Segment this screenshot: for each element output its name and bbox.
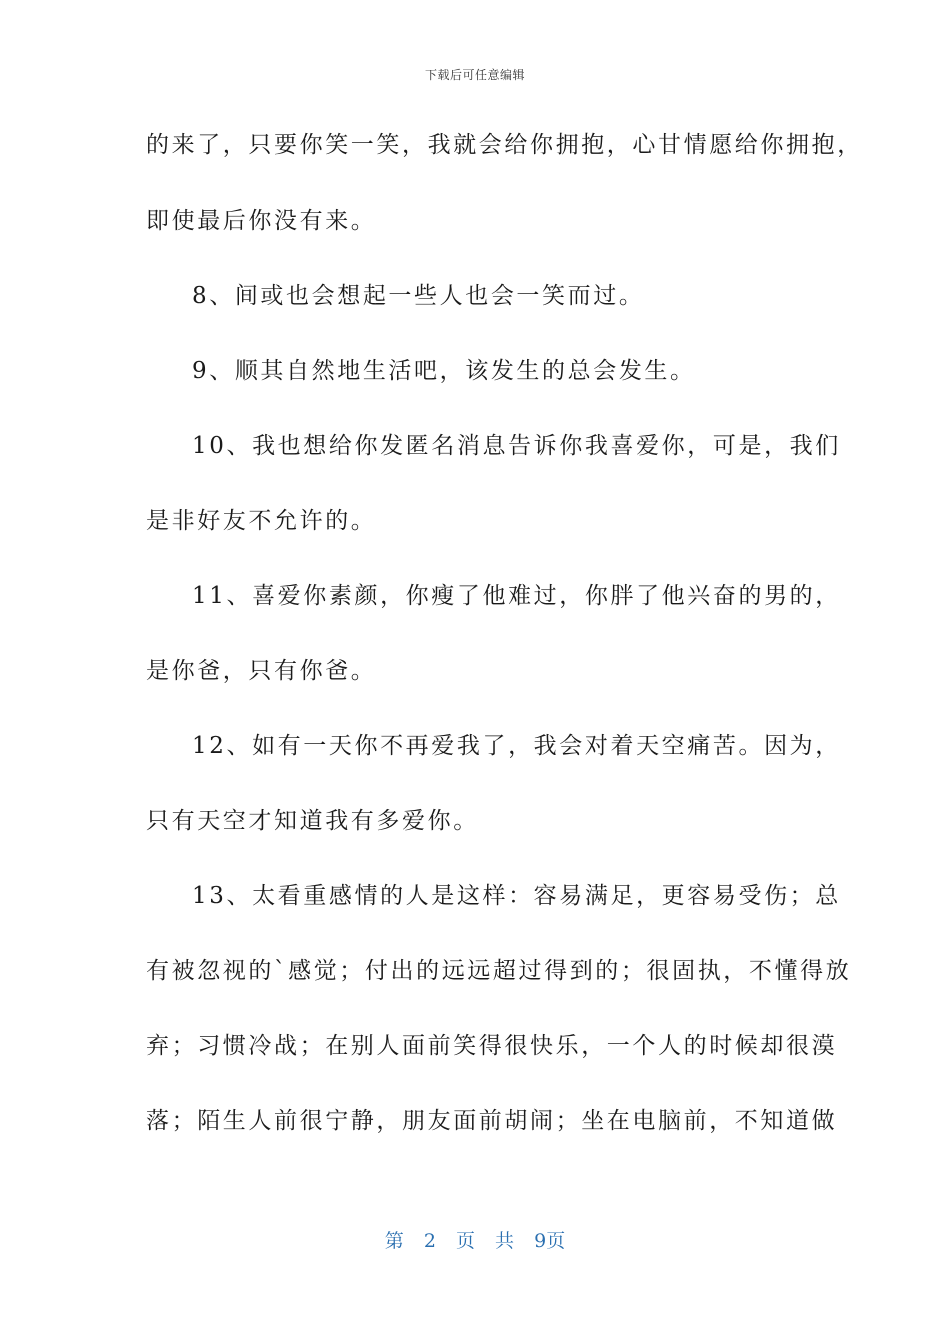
footer-prefix: 第 [384, 1230, 404, 1252]
footer-current-page: 2 [423, 1230, 436, 1252]
text-line: 即使最后你没有来。 [146, 208, 377, 234]
text-line: 13、太看重感情的人是这样：容易满足，更容易受伤；总 [192, 883, 841, 909]
text-line: 落；陌生人前很宁静，朋友面前胡闹；坐在电脑前，不知道做 [146, 1108, 838, 1134]
text-line: 8、间或也会想起一些人也会一笑而过。 [192, 283, 645, 309]
page-number-footer [0, 1226, 950, 1253]
footer-total-label: 共 [495, 1230, 515, 1252]
text-line: 只有天空才知道我有多爱你。 [146, 808, 479, 834]
footer-page-label: 页 [455, 1230, 475, 1252]
text-line: 11、喜爱你素颜，你瘦了他难过，你胖了他兴奋的男的， [192, 583, 841, 609]
text-line: 是你爸，只有你爸。 [146, 658, 377, 684]
text-line: 有被忽视的`感觉；付出的远远超过得到的；很固执，不懂得放 [146, 958, 852, 984]
text-line: 是非好友不允许的。 [146, 508, 377, 534]
footer-total-pages: 9页 [534, 1230, 566, 1252]
text-line: 弃；习惯冷战；在别人面前笑得很快乐，一个人的时候却很漠 [146, 1033, 838, 1059]
text-line: 10、我也想给你发匿名消息告诉你我喜爱你，可是，我们 [192, 433, 841, 459]
text-line: 的来了，只要你笑一笑，我就会给你拥抱，心甘情愿给你拥抱， [146, 132, 863, 158]
text-line: 9、顺其自然地生活吧，该发生的总会发生。 [192, 358, 696, 384]
page-header: 下载后可任意编辑 [424, 68, 525, 82]
text-line: 12、如有一天你不再爱我了，我会对着天空痛苦。因为， [192, 733, 841, 759]
